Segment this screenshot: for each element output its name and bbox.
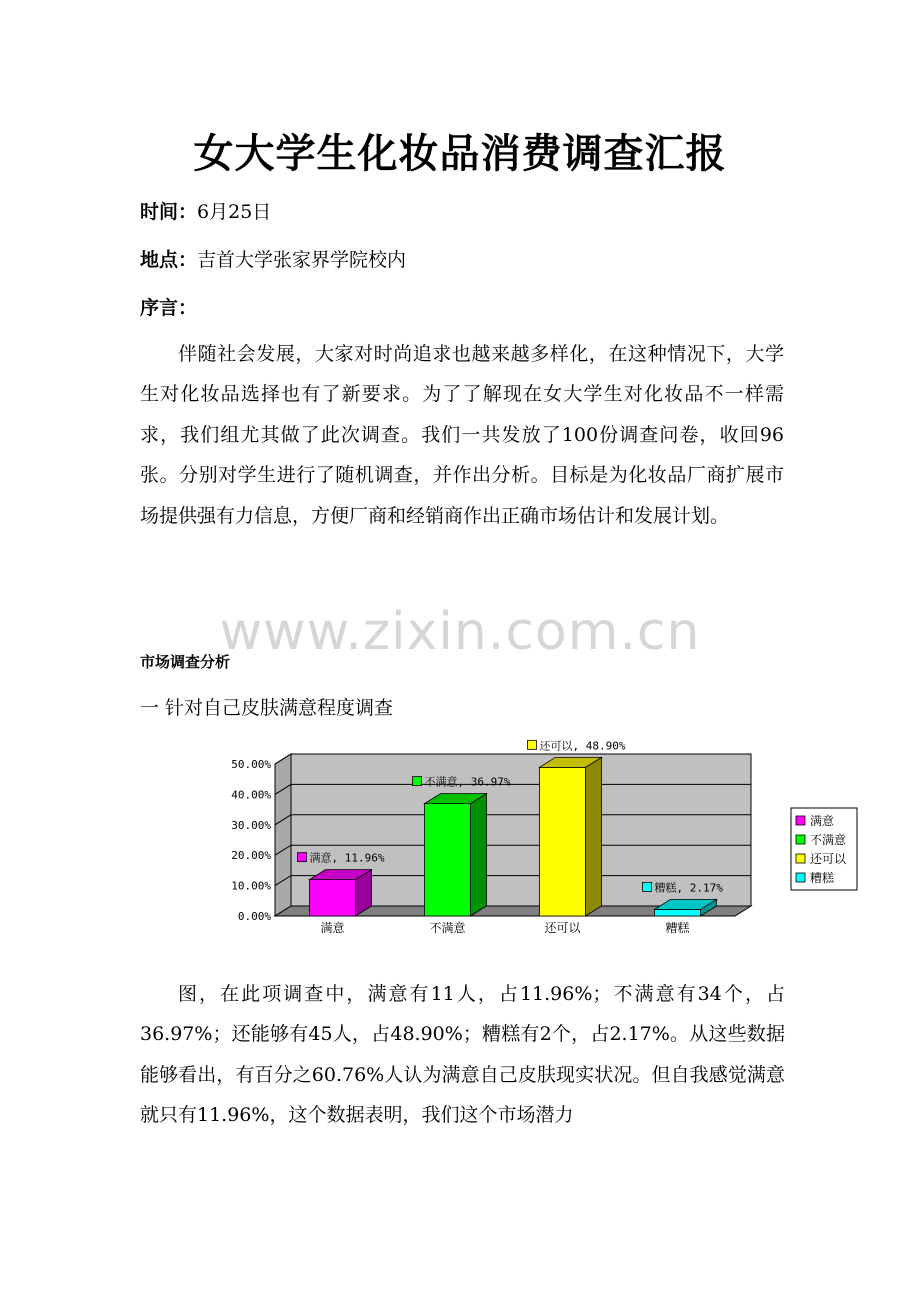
bar-side (586, 757, 602, 916)
satisfaction-chart (225, 738, 875, 943)
legend-label: 糟糕 (810, 871, 835, 885)
time-line (140, 197, 271, 224)
y-tick-label: 30.00% (231, 818, 271, 832)
time-label: 时间： (140, 201, 198, 223)
bar-front (540, 767, 586, 916)
x-tick-label: 不满意 (429, 921, 466, 935)
bar-front (310, 880, 356, 916)
data-label: 不满意, 36.97% (424, 775, 511, 789)
place-label: 地点： (140, 249, 198, 271)
legend-label: 不满意 (810, 833, 847, 847)
bar-front (655, 909, 701, 916)
legend-swatch (796, 854, 805, 863)
bar-front (425, 804, 471, 916)
y-tick-label: 40.00% (231, 788, 271, 802)
section-heading: 市场调查分析 (140, 653, 231, 671)
time-value: 6月25日 (197, 201, 272, 223)
data-label-key (528, 740, 537, 749)
data-label: 糟糕, 2.17% (654, 881, 723, 895)
y-tick-label: 20.00% (231, 849, 271, 863)
x-tick-label: 糟糕 (665, 921, 690, 935)
y-tick-label: 10.00% (231, 879, 271, 893)
analysis-paragraph: 图，在此项调查中，满意有11人，占11.96%；不满意有34个，占36.97%；还能够有45人，占48.90%；糟糕有2个，占2.17%。从这些数据能够看出，有百分之60.76%人认为满意自己皮肤现实状况。但自我感觉满意就只有11.96%，这个数据表明，我们这个市场潜力 (140, 983, 785, 1127)
place-line (140, 245, 406, 272)
chart-svg (225, 738, 875, 943)
legend-swatch (796, 816, 805, 825)
bar-side (471, 794, 487, 916)
chart-side-wall (275, 754, 291, 916)
data-label-key (298, 853, 307, 862)
y-tick-label: 0.00% (237, 910, 271, 923)
data-label-key (643, 882, 652, 891)
legend-label: 满意 (810, 814, 835, 828)
legend-label: 还可以 (810, 852, 847, 866)
place-value: 吉首大学张家界学院校内 (197, 249, 407, 271)
preface-paragraph: 伴随社会发展，大家对时尚追求也越来越多样化，在这种情况下，大学生对化妆品选择也有了新要求。为了了解现在女大学生对化妆品不一样需求，我们组尤其做了此次调查。我们一共发放了100份调查问卷，收回96张。分别对学生进行了随机调查，并作出分析。目标是为化妆品厂商扩展市场提供强有力信息，方便厂商和经销商作出正确市场估计和发展计划。 (140, 343, 784, 527)
y-tick-label: 50.00% (231, 758, 271, 771)
data-label: 满意, 11.96% (309, 851, 385, 865)
data-label-key (413, 777, 422, 786)
watermark: www.zixin.com.cn (219, 602, 701, 662)
x-tick-label: 还可以 (544, 921, 581, 935)
legend-swatch (796, 873, 805, 882)
x-tick-label: 满意 (320, 921, 345, 935)
document-title: 女大学生化妆品消费调查汇报 (193, 131, 727, 177)
legend-swatch (796, 835, 805, 844)
preface-line (140, 293, 197, 320)
preface-label: 序言： (140, 297, 198, 319)
data-label: 还可以, 48.90% (539, 739, 626, 753)
subsection-heading: 一 针对自己皮肤满意程度调查 (140, 697, 394, 719)
